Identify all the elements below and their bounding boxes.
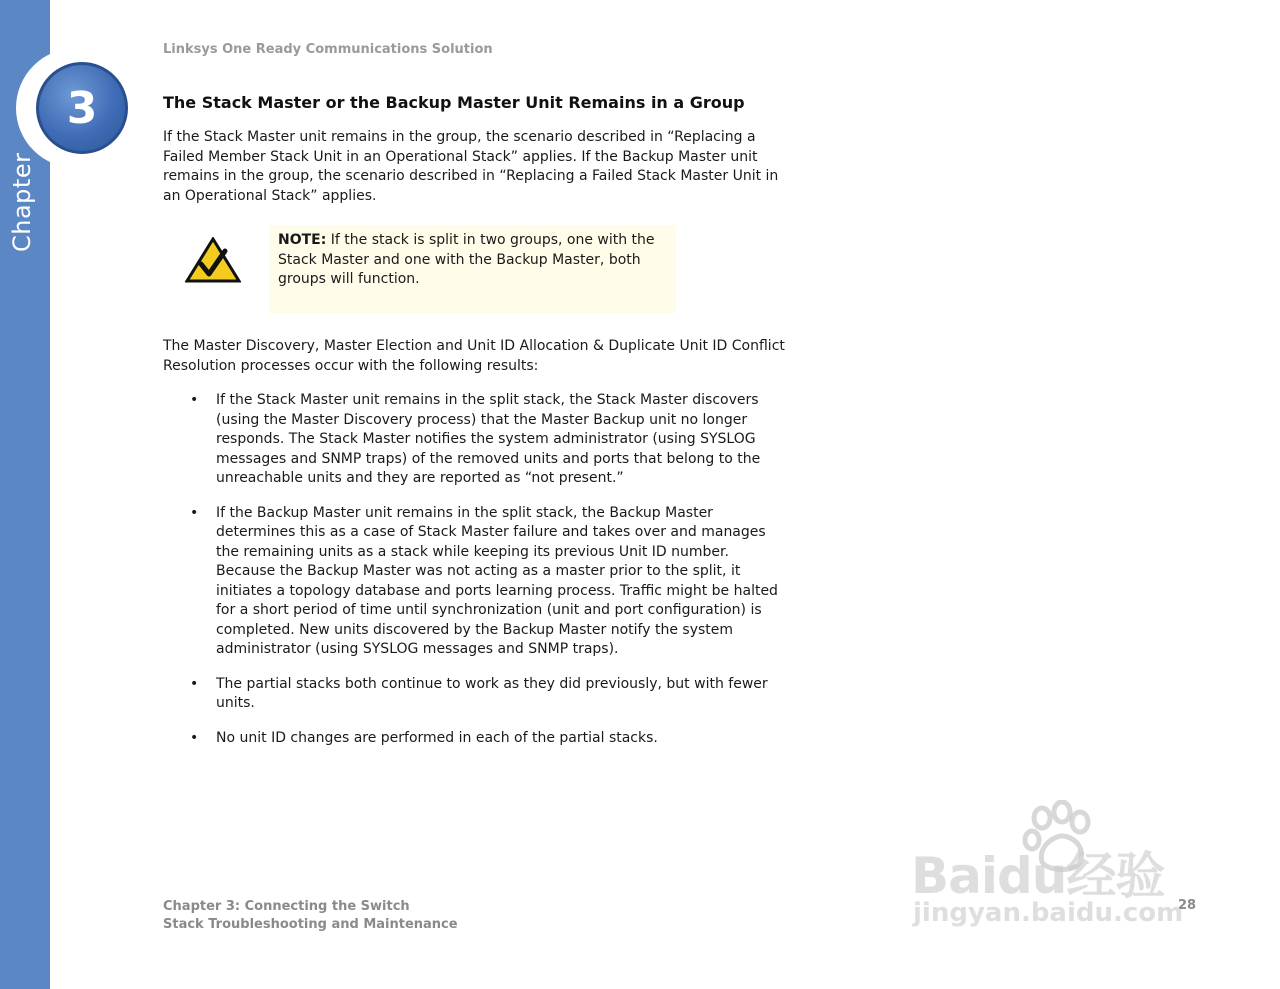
list-item: • If the Stack Master unit remains in the split stack, the Stack Master discovers (using the Master Discovery process) that the Master Backup unit no longer responds. The Stack Master notifies the system administrator (using SYSLOG messages and SNMP traps) of the removed units and ports that belong to the unreachable units and they are reported as “not present.” xyxy=(163,391,788,489)
page-footer xyxy=(163,898,458,934)
list-item: • No unit ID changes are performed in each of the partial stacks. xyxy=(163,729,788,749)
note-lead: NOTE: xyxy=(278,232,327,248)
main-content xyxy=(163,93,788,763)
note-text xyxy=(278,231,666,290)
intro-paragraph: If the Stack Master unit remains in the group, the scenario described in “Replacing a Failed Member Stack Unit in an Operational Stack” applies. If the Backup Master unit remains in the group, the scenario described in “Replacing a Failed Stack Master Unit in an Operational Stack” applies. xyxy=(163,129,779,204)
results-list xyxy=(163,391,788,748)
running-header: Linksys One Ready Communications Solution xyxy=(163,42,493,57)
chapter-number-badge xyxy=(36,62,128,154)
chapter-number: 3 xyxy=(66,82,98,134)
chapter-label: Chapter xyxy=(8,152,36,252)
note-box xyxy=(269,225,676,313)
baidu-watermark xyxy=(905,800,1205,940)
section-title: The Stack Master or the Backup Master Unit Remains in a Group xyxy=(163,93,745,112)
note-callout xyxy=(163,225,788,315)
watermark-url: jingyan.baidu.com xyxy=(913,898,1184,928)
footer-chapter: Chapter 3: Connecting the Switch xyxy=(163,899,410,914)
note-body: If the stack is split in two groups, one with the Stack Master and one with the Backup Master, both groups will function. xyxy=(278,232,655,287)
results-intro: The Master Discovery, Master Election and Unit ID Allocation & Duplicate Unit ID Conflict Resolution processes occur with the following results: xyxy=(163,338,785,374)
page-number: 28 xyxy=(1178,898,1197,913)
list-item: • If the Backup Master unit remains in the split stack, the Backup Master determines this as a case of Stack Master failure and takes over and manages the remaining units as a stack while keeping its previous Unit ID number. Because the Backup Master was not acting as a master prior to the split, it initiates a topology database and ports learning process. Traffic might be halted for a short period of time until synchronization (unit and port configuration) is completed. New units discovered by the Backup Master notify the system administrator (using SYSLOG messages and SNMP traps). xyxy=(163,504,788,660)
checkmark-warning-icon xyxy=(185,237,241,283)
list-item: • The partial stacks both continue to work as they did previously, but with fewer units. xyxy=(163,675,788,714)
watermark-brand: Baidu经验 xyxy=(911,847,1165,905)
footer-section: Stack Troubleshooting and Maintenance xyxy=(163,917,458,932)
